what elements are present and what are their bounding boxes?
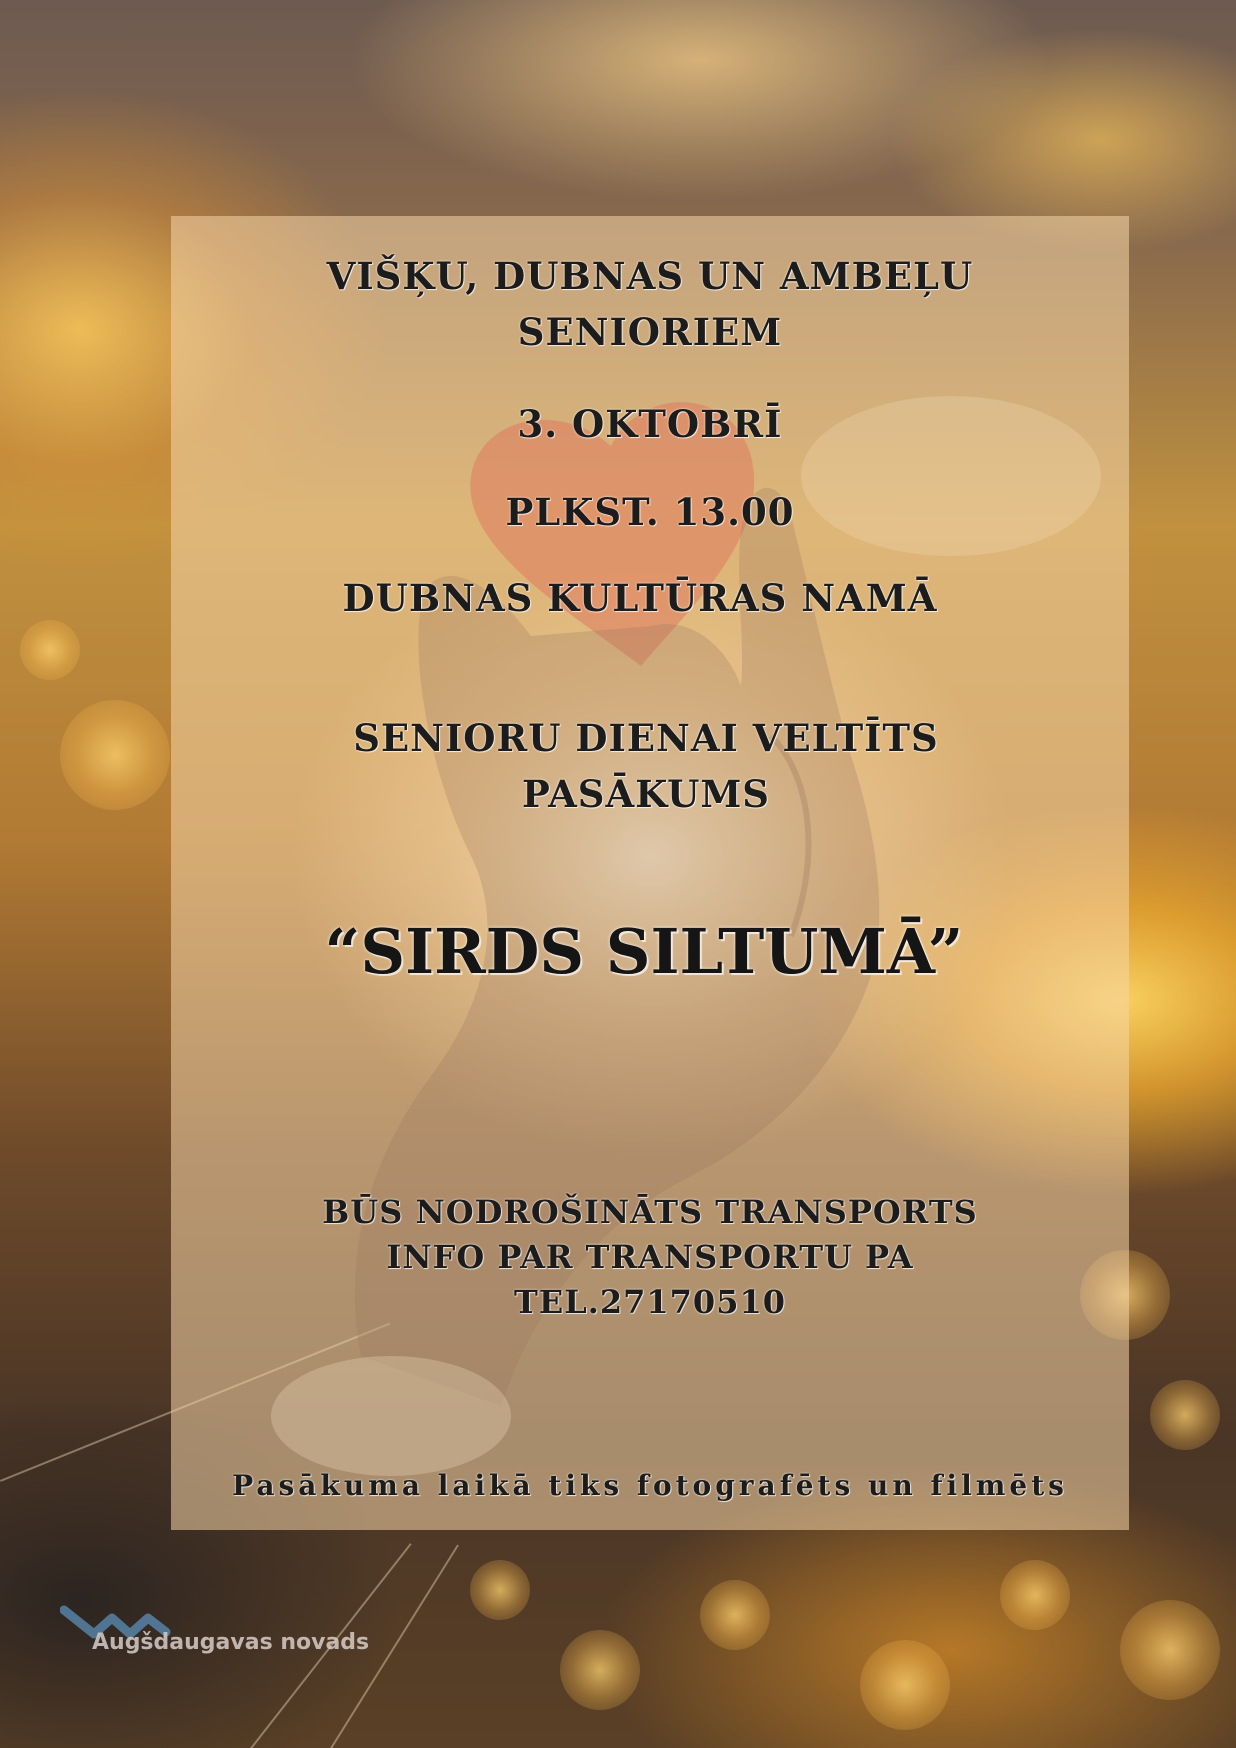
bokeh-light bbox=[20, 620, 80, 680]
bokeh-light bbox=[470, 1560, 530, 1620]
event-venue: DUBNAS KULTŪRAS NAMĀ bbox=[342, 576, 938, 620]
event-occasion: SENIORU DIENAI VELTĪTS PASĀKUMS bbox=[353, 716, 939, 816]
logo-text: Augšdaugavas novads bbox=[92, 1630, 370, 1655]
bokeh-light bbox=[1150, 1380, 1220, 1450]
municipality-logo bbox=[60, 1604, 380, 1674]
event-date: 3. OKTOBRĪ bbox=[517, 402, 783, 446]
transport-info: BŪS NODROŠINĀTS TRANSPORTS INFO PAR TRANSPORTU PA TEL.27170510 bbox=[322, 1193, 978, 1321]
bokeh-light bbox=[1000, 1560, 1070, 1630]
event-time: PLKST. 13.00 bbox=[505, 490, 795, 534]
bokeh-light bbox=[700, 1580, 770, 1650]
audience-heading: VIŠĶU, DUBNAS UN AMBEĻU SENIORIEM bbox=[326, 254, 974, 354]
bokeh-light bbox=[60, 700, 170, 810]
bokeh-light bbox=[860, 1640, 950, 1730]
bokeh-light bbox=[560, 1630, 640, 1710]
bokeh-light bbox=[1120, 1600, 1220, 1700]
photo-notice: Pasākuma laikā tiks fotografēts un filmēts bbox=[232, 1469, 1068, 1502]
event-title: “SIRDS SILTUMĀ” bbox=[324, 915, 964, 988]
